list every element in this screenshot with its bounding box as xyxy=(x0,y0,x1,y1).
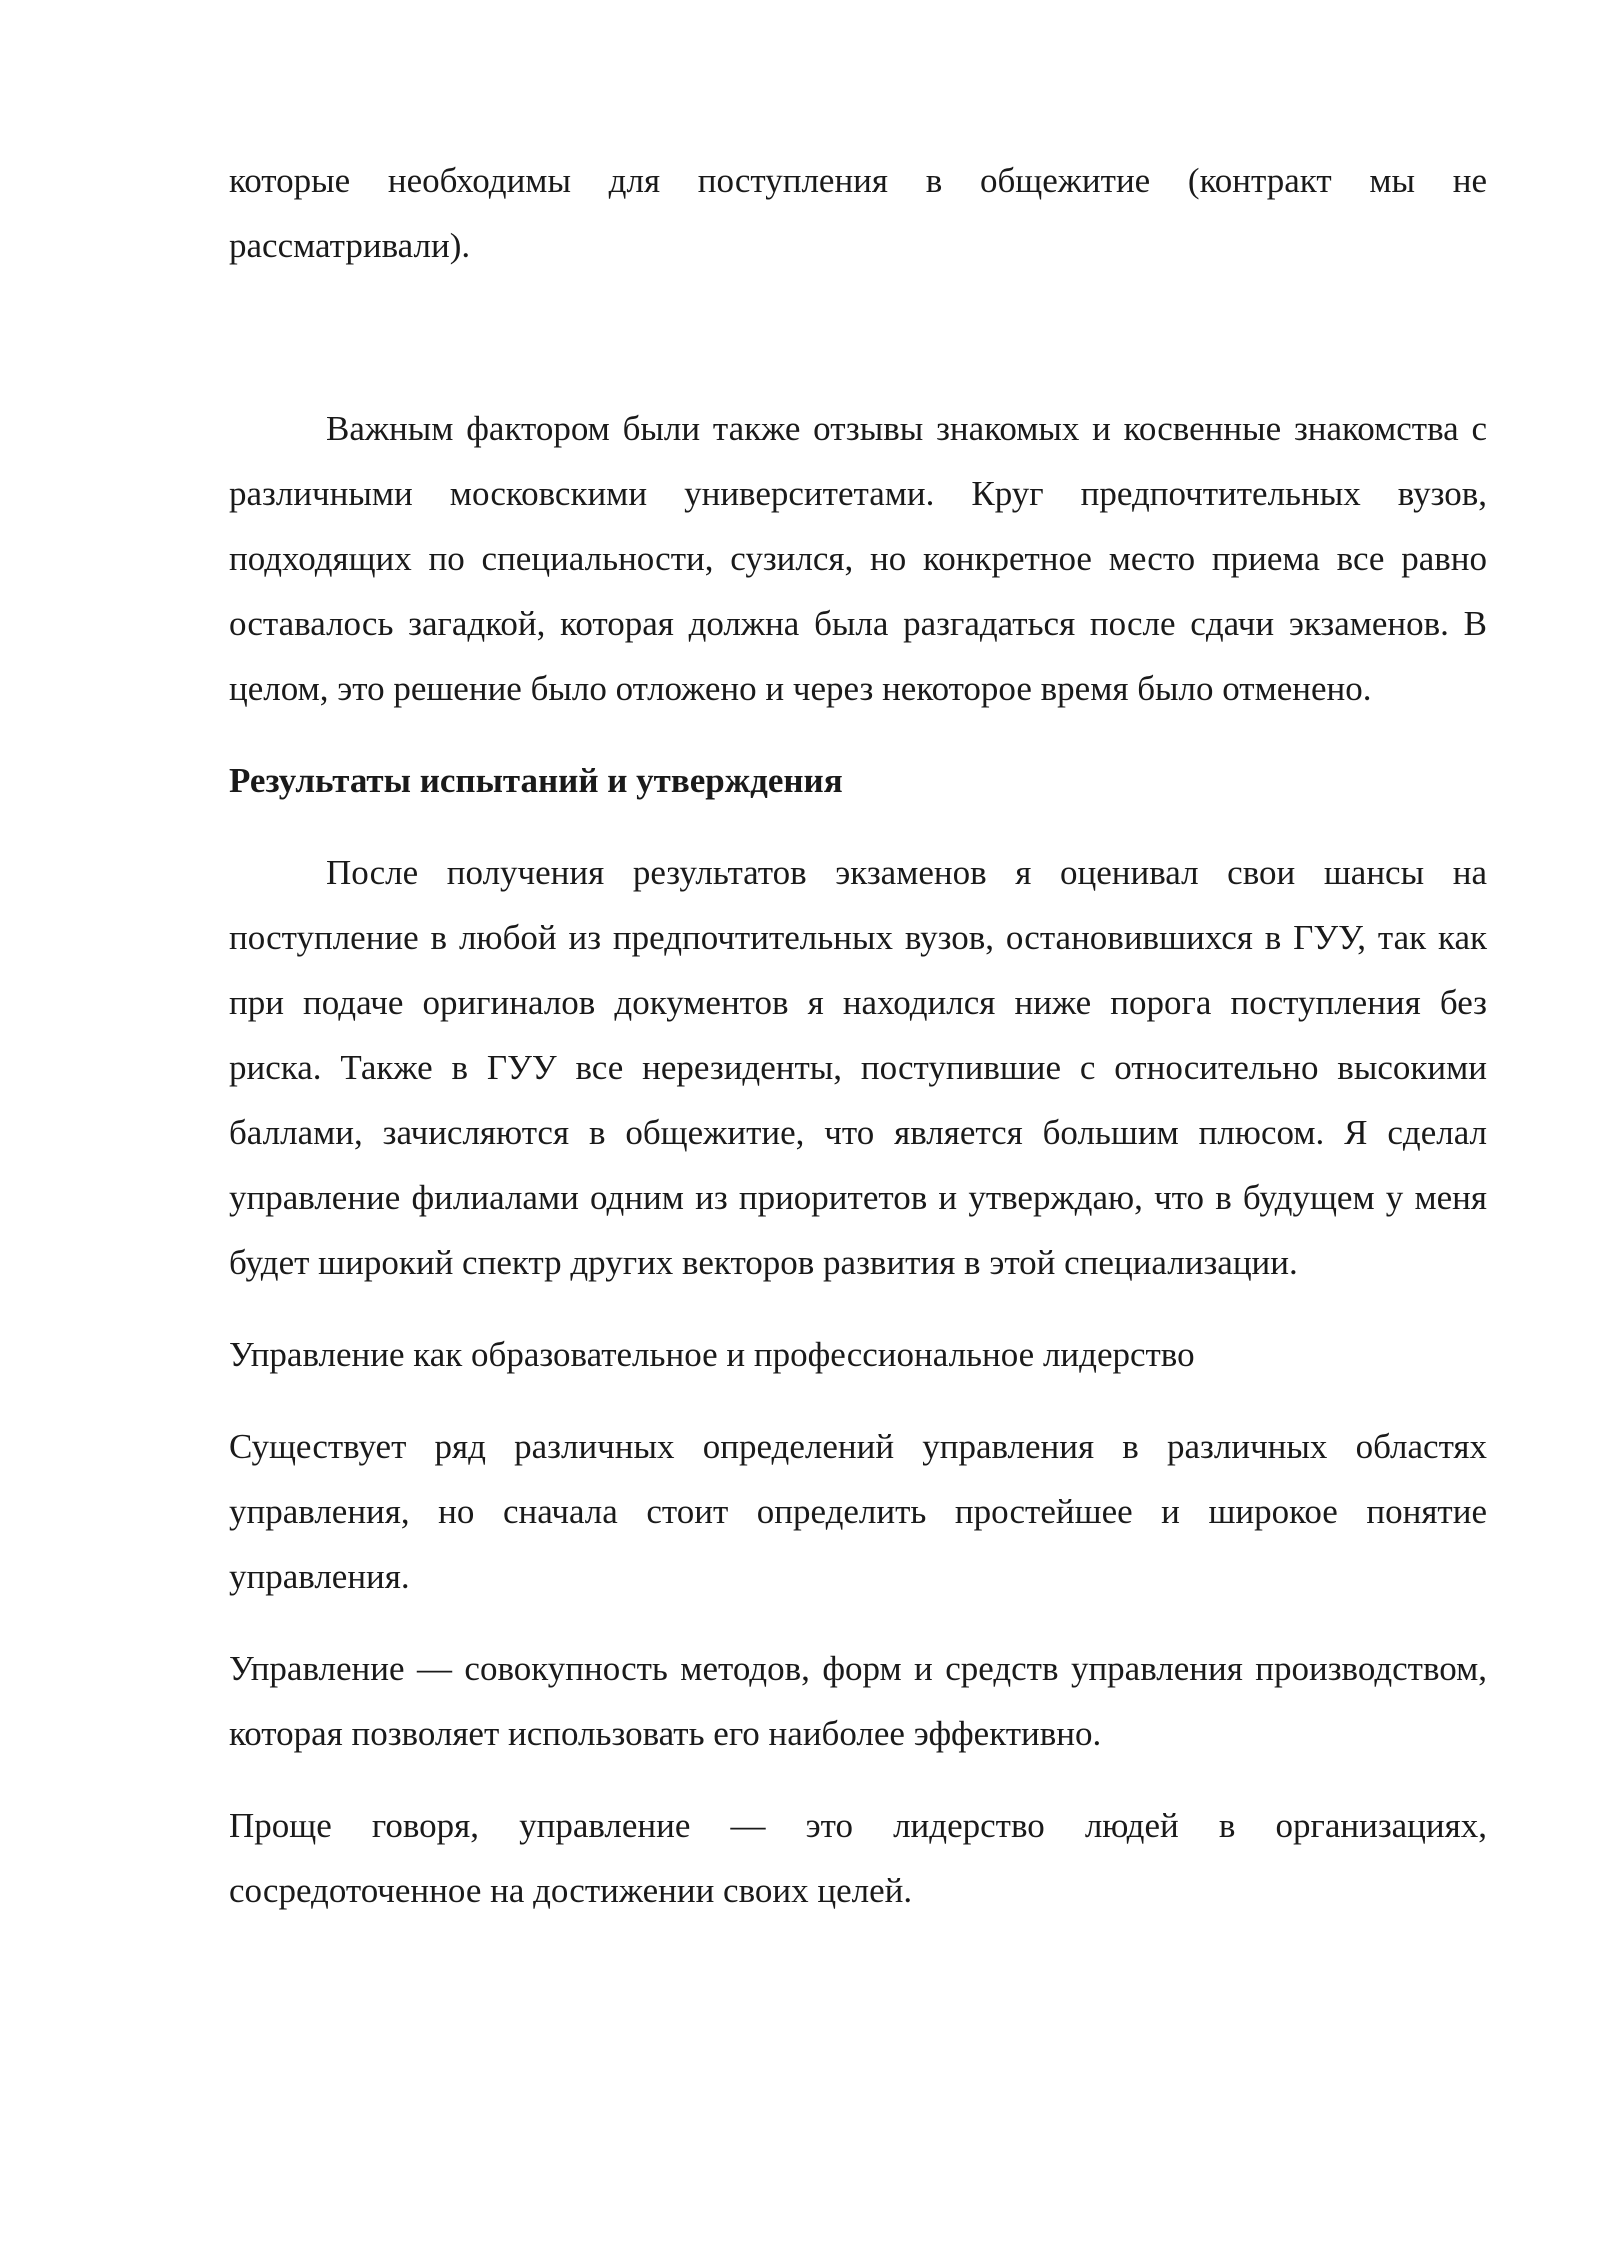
heading-management-leadership: Управление как образовательное и профессиональное лидерство xyxy=(229,1335,1195,1374)
document-page xyxy=(229,148,1487,1923)
paragraph-management-definition: Управление — совокупность методов, форм и средств управления производством, которая позволяет использовать его наиболее эффективно. xyxy=(229,1649,1487,1753)
heading-test-results: Результаты испытаний и утверждения xyxy=(229,761,843,800)
paragraph-exam-results: После получения результатов экзаменов я оценивал свои шансы на поступление в любой из предпочтительных вузов, остановившихся в ГУУ, так как при подаче оригиналов документов я находился ниже порога поступления без риска. Также в ГУУ все нерезиденты, поступившие с относительно высокими баллами, зачисляются в общежитие, что является большим плюсом. Я сделал управление филиалами одним из приоритетов и утверждаю, что в будущем у меня будет широкий спектр других векторов развития в этой специализации. xyxy=(229,853,1487,1282)
paragraph-dormitory-requirements: которые необходимы для поступления в общежитие (контракт мы не рассматривали). xyxy=(229,161,1487,265)
paragraph-simply-put: Проще говоря, управление — это лидерство людей в организациях, сосредоточенное на достижении своих целей. xyxy=(229,1806,1487,1910)
paragraph-management-definitions: Существует ряд различных определений управления в различных областях управления, но сначала стоит определить простейшее и широкое понятие управления. xyxy=(229,1427,1487,1596)
paragraph-important-factor: Важным фактором были также отзывы знакомых и косвенные знакомства с различными московскими университетами. Круг предпочтительных вузов, подходящих по специальности, сузился, но конкретное место приема все равно оставалось загадкой, которая должна была разгадаться после сдачи экзаменов. В целом, это решение было отложено и через некоторое время было отменено. xyxy=(229,409,1487,708)
